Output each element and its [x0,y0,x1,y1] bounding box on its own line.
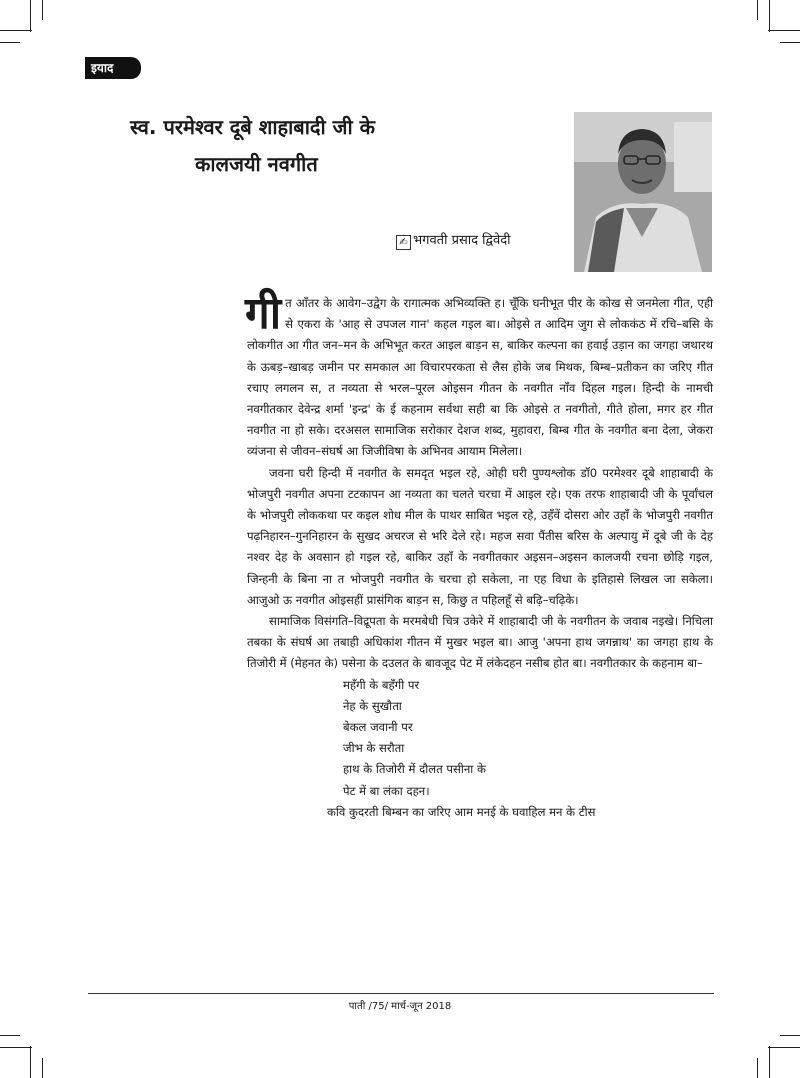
crop-mark [0,1047,32,1048]
portrait-photo [574,112,712,272]
crop-mark [768,1047,800,1048]
crop-mark [780,1035,800,1036]
author-byline [396,230,511,250]
paragraph: जवना घरी हिन्दी में नवगीत के समदृत भइल रहे, ओही घरी पुण्यश्लोक डॉ0 परमेश्वर दूबे शाहाबादी के भोजपुरी नवगीत अपना टटकापन आ नव्यता का चलते चरचा में आइल रहे। एक तरफ शाहाबादी जी के पूर्वांचल के भोजपुरी लोककथा पर कइल शोध मील के पाथर साबित भइल रहे, उहँवें दोसरा ओर उहाँ के भोजपुरी नवगीत पढ़निहारन–गुननिहारन के सुखद अचरज से भरि देले रहे। महज सवा पैंतीस बरिस के अल्पायु में दूबे जी के देह नश्वर देह के अवसान हो गइल रहे, बाकिर उहाँ के नवगीतकार अइसन–अइसन कालजयी रचना छोड़ि गइल, जिन्हनी के बिना ना त भोजपुरी नवगीत के चरचा हो सकेला, ना एह विधा के इतिहासे लिखल जा सकेला। आजुओ ऊ नवगीत ओइसहीं प्रासंगिक बाड़न स, किछु त पहिलहूँ से बढ़ि–चढ़िके। [247,465,713,607]
crop-mark [757,0,758,20]
paragraph-text: त आँतर के आवेग–उद्वेग के रागात्मक अभिव्यक्ति ह। चूँकि घनीभूत पीर के कोख से जनमेला गीत, एही से एकरा के 'आह से उपजल गान' कहल गइल बा। ओइसे त आदिम जुग से लोककंठ में रचि–बसि के लोकगीत आ गीत जन–मन के अभिभूत करत आइल बाड़न स, बाकिर कल्पना का हवाई उड़ान का जगहा जथारथ के ऊबड़–खाबड़ जमीन पर समकाल आ विचारपरकता से लैस होके जब मिथक, बिम्ब–प्रतीकन का जरिए गीत रचाए लगलन स, त नव्यता से भरल–पूरल ओइसन गीतन के नवगीत नाँव दिहल गइल। हिन्दी के नामची नवगीतकार देवेन्द्र शर्मा 'इन्द्र' के ई कहनाम सर्वथा सही बा कि ओइसे त नवगीतो, गीते होला, मगर हर गीत नवगीत ना हो सके। दरअसल सामाजिक सरोकार देशज शब्द, मुहावरा, बिम्ब गीत के नवगीत बना देला, जेकरा व्यंजना से जीवन–संघर्ष आ जिजीविषा के अभिनव आयाम मिलेला। [247,296,713,459]
paragraph: कवि कुदरती बिम्बन का जरिए आम मनई के घवाहिल मन के टीस [327,804,596,819]
poem-line: जीभ के सरौता [343,741,405,756]
crop-mark [0,1035,20,1036]
crop-mark [757,1058,758,1078]
crop-mark [0,30,32,31]
crop-mark [30,1046,31,1078]
poem-excerpt [343,675,713,802]
poem-line: हाथ के तिजोरी में दौलत पसीना के [343,762,486,777]
author-photo [574,112,712,272]
poem-line: महँगी के बहँगी पर [343,677,420,692]
crop-mark [42,0,43,20]
article-body [245,288,713,823]
poem-line: नेह के सुखौता [343,698,402,713]
pen-icon: ✍ [396,235,411,250]
crop-mark [768,30,800,31]
crop-mark [780,42,800,43]
crop-mark [769,1046,770,1078]
page-folio: पाती /75/ मार्च-जून 2018 [348,1001,452,1012]
crop-mark [30,0,31,32]
footer-rule [88,993,714,994]
drop-cap: गी [245,288,282,339]
paragraph: सामाजिक विसंगति–विद्रूपता के मरमबेधी चित्र उकेरे में शाहाबादी जी के नवगीतन के जवाब नइखे। निचिला तबका के संघर्ष आ तबाही अधिकांश गीतन में मुखर भइल बा। आजु 'अपना हाथ जगन्नाथ' का जगहा हाथ के तिजोरी में (मेहनत के) पसेना के दउलत के बावजूद पेट में लंकेदहन नसीब होत बा। नवगीतकार के कहनाम बा– [247,614,713,671]
article-title: स्व. परमेश्वर दूबे शाहाबादी जी के [130,115,376,139]
paragraph [245,288,713,463]
crop-mark [42,1058,43,1078]
author-name: भगवती प्रसाद द्विवेदी [413,233,511,248]
poem-line: बेकल जवानी पर [343,720,413,735]
article-title-line2: कालजयी नवगीत [195,152,318,176]
crop-mark [769,0,770,32]
section-tag: इयाद [85,57,141,79]
crop-mark [0,42,20,43]
poem-line: पेट में बा लंका दहन। [343,783,430,798]
